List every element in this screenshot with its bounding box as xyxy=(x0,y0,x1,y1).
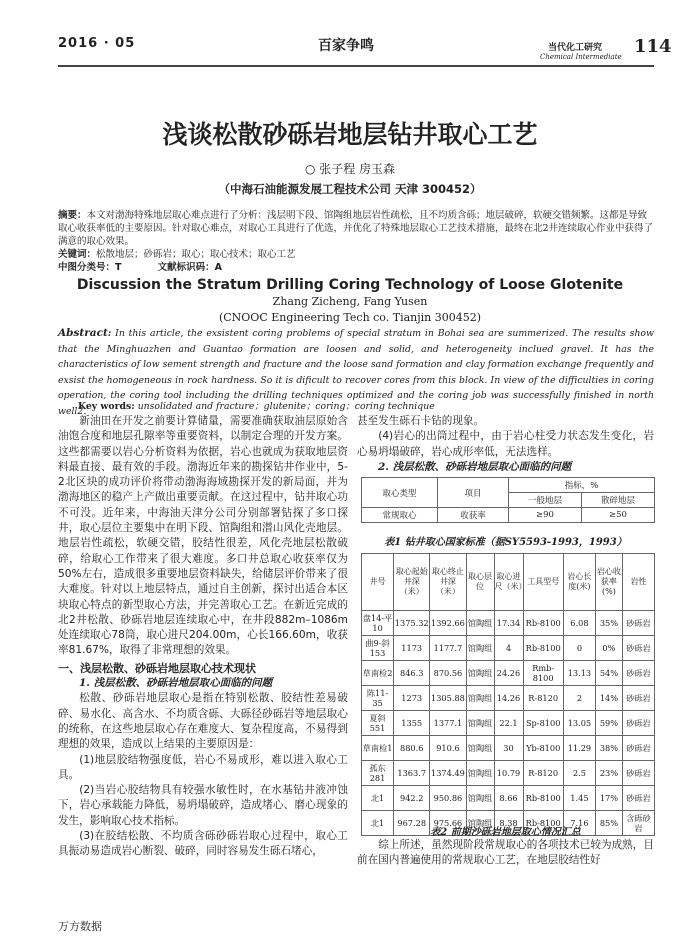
table-header: 取心层位 xyxy=(466,554,494,611)
table-cell: 0% xyxy=(595,636,622,661)
table-cell: 草南检2 xyxy=(362,661,394,686)
table-cell: 846.3 xyxy=(394,661,430,686)
table-cell: 11.29 xyxy=(563,736,595,761)
table-cell: 盘14-平10 xyxy=(362,611,394,636)
table-cell: 967.28 xyxy=(394,811,430,836)
table-cell: 7.16 xyxy=(563,811,595,836)
abstract-text: 本文对渤海特殊地层取心难点进行了分析：浅层明下段、馆陶组地层岩性疏松，且不均质含砾；地层破碎，软硬交错频繁。这都是导致取心收获率低的主要原因。针对取心难点，对取心工具进行了优选，并优化了特殊地层取心工艺技术措施，最终在北2井连续取心作业中获得了满意的取心效果。 xyxy=(58,210,654,247)
right-column-bottom xyxy=(357,838,654,869)
journal-name-en: Chemical Intermediate xyxy=(540,53,622,61)
table-cell: 30 xyxy=(494,736,523,761)
table-cell: 880.6 xyxy=(394,736,430,761)
table-cell: 8.66 xyxy=(494,786,523,811)
table-row xyxy=(362,611,655,636)
english-affiliation: (CNOOC Engineering Tech co. Tianjin 300452) xyxy=(218,311,482,324)
table-cell: 38% xyxy=(595,736,622,761)
table-cell: 砂砾岩 xyxy=(622,736,654,761)
table-cell: 砂砾岩 xyxy=(622,686,654,711)
table-header: 取心终止井深（米） xyxy=(430,554,466,611)
paragraph: (1)地层胶结物强度低，岩心不易成形，难以进入取心工具。 xyxy=(58,753,348,781)
table-cell: 35% xyxy=(595,611,622,636)
header-divider xyxy=(58,65,654,67)
table-cell: 砂砾岩 xyxy=(622,661,654,686)
table-cell: 13.13 xyxy=(563,661,595,686)
paragraph: 甚至发生砾石卡钻的现象。 xyxy=(357,415,485,427)
table-cell: Yb-8100 xyxy=(523,736,563,761)
table-cell: 陈11-35 xyxy=(362,686,394,711)
table-cell: 22.1 xyxy=(494,711,523,736)
english-title: Discussion the Stratum Drilling Coring Technology of Loose Glotenite xyxy=(76,277,624,293)
table-header: 一般地层 xyxy=(509,493,582,508)
table-cell: 1363.7 xyxy=(394,761,430,786)
english-abstract: Abstract: In this article, the exsistent coring problems of special stratum in Bohai sea are summerized. The results show that the Minghuazhen and Guantao formation are loosen and solid, and heterogeneity inclued gravel. It has the characteristics of low sement strength and fracture and the loose sand formation and clay formation exchange frequently and exsist the homogeneous in rock hardness. So it is dificult to recover cores from this block. In view of the difficulties in coring operation, the coring tool including the drilling techniques optimized and the coring job was successfully finished in north well2. xyxy=(58,327,654,417)
table-cell: 24.26 xyxy=(494,661,523,686)
subsection-heading: 1. 浅层松散、砂砾岩地层取心面临的问题 xyxy=(79,677,273,690)
table-cell: 910.6 xyxy=(430,736,466,761)
table-cell: 1.45 xyxy=(563,786,595,811)
table-cell: 17.34 xyxy=(494,611,523,636)
table-cell: 1374.49 xyxy=(430,761,466,786)
table-cell: 10.79 xyxy=(494,761,523,786)
table-cell: 2 xyxy=(563,686,595,711)
english-keywords-text: unsolidated and fracture；glutenite；coring；coring technique xyxy=(137,401,435,412)
table-cell: 1375.32 xyxy=(394,611,430,636)
table-cell: R-8120 xyxy=(523,686,563,711)
table-header: 项目 xyxy=(438,478,509,508)
table-header: 散碎地层 xyxy=(582,493,655,508)
table-header: 工具型号 xyxy=(523,554,563,611)
table-cell: 砂砾岩 xyxy=(622,611,654,636)
paragraph: 综上所述，虽然现阶段常规取心的各项技术已较为成熟，目前在国内普遍使用的常规取心工艺，在地层胶结性好 xyxy=(357,839,654,867)
paragraph: 松散、砂砾岩地层取心是指在特别松散、胶结性差易破碎、易水化、高含水、不均质含砾、大砾径砂砾岩等地层取心的统称，在这些地层取心存在难度大、复杂程度高，不易得到理想的效果，造成以上结果的主要原因是： xyxy=(58,692,348,751)
english-keywords-label: Key words xyxy=(78,401,132,412)
table-cell: 942.2 xyxy=(394,786,430,811)
table-cell: Rb-8100 xyxy=(523,611,563,636)
table-cell: ≥50 xyxy=(582,508,655,523)
table-cell: 曲9-斜153 xyxy=(362,636,394,661)
abstract-label: 摘要： xyxy=(58,210,87,221)
table-cell: 54% xyxy=(595,661,622,686)
table-header: 井号 xyxy=(362,554,394,611)
standard-table xyxy=(361,477,655,523)
table-row xyxy=(362,736,655,761)
english-abstract-label: Abstract xyxy=(58,327,108,339)
page-title: 浅谈松散砂砾岩地层钻井取心工艺 xyxy=(162,120,538,149)
table1-caption: 表1 钻井取心国家标准（据SY5593-1993，1993） xyxy=(384,537,627,548)
section-heading: 一、浅层松散、砂砾岩地层取心技术现状 xyxy=(58,661,256,675)
table2-caption: 表2 前期沙砾岩地层取心情况汇总 xyxy=(430,827,581,838)
table-cell: Sp-8100 xyxy=(523,711,563,736)
table-cell: 馆陶组 xyxy=(466,786,494,811)
right-column-top xyxy=(357,414,654,475)
affiliation: （中海石油能源发展工程技术公司 天津 300452） xyxy=(218,182,482,196)
class-label: 中图分类号： xyxy=(58,262,116,273)
section-label: 百家争鸣 xyxy=(318,38,374,54)
table-cell: 1305.88 xyxy=(430,686,466,711)
table-header: 指标，% xyxy=(509,478,655,493)
table-cell: 870.56 xyxy=(430,661,466,686)
table-cell: 1177.7 xyxy=(430,636,466,661)
issue-label: 2016 · 05 xyxy=(58,36,136,51)
doc-code-label: 文献标识码： xyxy=(157,262,215,273)
table-row xyxy=(362,508,655,523)
journal-name-cn: 当代化工研究 xyxy=(548,43,603,53)
table-cell: 砂砾岩 xyxy=(622,786,654,811)
table-cell: 1273 xyxy=(394,686,430,711)
table-row xyxy=(362,661,655,686)
table-row xyxy=(362,786,655,811)
keywords-label: 关键词： xyxy=(58,249,97,260)
table-row xyxy=(362,711,655,736)
table-row xyxy=(362,636,655,661)
table-row xyxy=(362,761,655,786)
table-cell: Rb-8100 xyxy=(523,636,563,661)
table-header: 岩心长度(米) xyxy=(563,554,595,611)
table-cell: 59% xyxy=(595,711,622,736)
table-cell: 23% xyxy=(595,761,622,786)
table-cell: 1173 xyxy=(394,636,430,661)
table-cell: 1355 xyxy=(394,711,430,736)
table-cell: 14% xyxy=(595,686,622,711)
table-cell: 馆陶组 xyxy=(466,711,494,736)
table-cell: 馆陶组 xyxy=(466,736,494,761)
table-cell: 8.38 xyxy=(494,811,523,836)
paragraph: (2)当岩心胶结物具有较强水敏性时，在水基钻井液冲蚀下，岩心承载能力降低，易坍塌破碎，造成堵心、磨心现象的发生，影响取心技术指标。 xyxy=(58,784,348,827)
table-cell: 1377.1 xyxy=(430,711,466,736)
table-header: 岩性 xyxy=(622,554,654,611)
table-header: 取心进尺（米） xyxy=(494,554,523,611)
table-header: 取心起始井深（米） xyxy=(394,554,430,611)
table-cell: 975.66 xyxy=(430,811,466,836)
table-header: 取心类型 xyxy=(362,478,438,508)
left-column xyxy=(58,414,348,860)
table-cell: 17% xyxy=(595,786,622,811)
table-cell: 6.08 xyxy=(563,611,595,636)
table-cell: Rb-8100 xyxy=(523,786,563,811)
table-cell: 馆陶组 xyxy=(466,661,494,686)
table-row xyxy=(362,686,655,711)
paragraph: 新油田在开发之前要计算储量，需要准确获取油层原始含油饱合度和地层孔隙率等重要资料，以制定合理的开发方案。这些都需要以岩心分析资料为依据，岩心也就成为获取地层资料最直接、最有效的手段。渤海近年来的勘探钻井作业中，5-2北区块的成功评价将带动渤海海域勘探开发的新局面，并为渤海地区的稳产上产做出重要贡献。在这过程中，钻井取心功不可没。近年来，中海油天津分公司分别部署钻探了多口探井，取心层位主要集中在明下段、馆陶组和潜山风化壳地层。地层岩性疏松，软硬交错，胶结性很差，风化壳地层松散破碎，给取心工作带来了很大难度。多口井总取心收获率仅为50%左右，造成很多重要地层资料缺失，给储层评价带来了很大难度。针对以上地层特点，通过自主创新，探讨出适合本区块取心特点的新型取心方法，并完善取心工艺。在新近完成的北2井松散、砂砾岩地层连续取心中，在井段882m–1086m处连续取心78筒，取心进尺204.00m，心长166.60m，收获率81.67%，取得了非常理想的效果。 xyxy=(58,415,348,657)
table-cell: Rmb-8100 xyxy=(523,661,563,686)
table-cell: 草南检1 xyxy=(362,736,394,761)
table-cell: ≥90 xyxy=(509,508,582,523)
table-cell: Rb-8100 xyxy=(523,811,563,836)
table-cell: 馆陶组 xyxy=(466,611,494,636)
subsection-heading: 2. 浅层松散、砂砾岩地层取心面临的问题 xyxy=(378,460,572,473)
table-cell: 950.86 xyxy=(430,786,466,811)
abstract-cn xyxy=(58,209,654,274)
table-cell: 常规取心 xyxy=(362,508,438,523)
table-header: 岩心收获率(%) xyxy=(595,554,622,611)
table-cell: 13.05 xyxy=(563,711,595,736)
english-abstract-text: In this article, the exsistent coring problems of special stratum in Bohai sea are summerized. The results show that the Minghuazhen and Guantao formation are loosen and solid, and heterogeneity inclued gravel. It has the characteristics of low sement strength and fracture and the loose sand formation and clay formation exchange frequently and exsist the homogeneous in rock hardness. So it is dificult to recover cores from this block. In view of the difficulties in coring operation, the coring tool including the drilling techniques optimized and the coring job was successfully finished in north well2. xyxy=(58,328,654,417)
table-cell: 0 xyxy=(563,636,595,661)
table-cell: 馆陶组 xyxy=(466,686,494,711)
table-cell: 砂砾岩 xyxy=(622,711,654,736)
paragraph: (3)在胶结松散、不均质含砾砂砾岩取心过程中，取心工具振动易造成岩心断裂、破碎，同时容易发生砾石堵心， xyxy=(58,830,348,858)
table-cell: 2.5 xyxy=(563,761,595,786)
table-cell: 含砾砂岩 xyxy=(622,811,654,836)
table-cell: R-8120 xyxy=(523,761,563,786)
table-cell: 馆陶组 xyxy=(466,636,494,661)
coring-summary-table xyxy=(361,553,655,836)
table-cell: 夏斜551 xyxy=(362,711,394,736)
doc-code-value: A xyxy=(214,262,222,273)
english-authors: Zhang Zicheng, Fang Yusen xyxy=(272,295,428,308)
table-cell: 1392.66 xyxy=(430,611,466,636)
table-cell: 85% xyxy=(595,811,622,836)
english-keywords: Key words: unsolidated and fracture；glutenite；coring；coring technique xyxy=(78,401,435,412)
table-cell: 北1 xyxy=(362,811,394,836)
table-cell: 馆陶组 xyxy=(466,811,494,836)
table-cell: 收获率 xyxy=(438,508,509,523)
table-cell: 孤东281 xyxy=(362,761,394,786)
table-cell: 砂砾岩 xyxy=(622,761,654,786)
table-cell: 北1 xyxy=(362,786,394,811)
footer-watermark: 万方数据 xyxy=(58,920,102,933)
table-cell: 馆陶组 xyxy=(466,761,494,786)
authors: ○ 张子程 房玉森 xyxy=(304,162,396,176)
table-cell: 砂砾岩 xyxy=(622,636,654,661)
page-number: 114 xyxy=(634,36,672,57)
keywords-text: 松散地层；砂砾岩；取心；取心技术；取心工艺 xyxy=(96,249,296,260)
class-value: T xyxy=(115,262,122,273)
paragraph: (4)岩心的出筒过程中，由于岩心柱受力状态发生变化，岩心易坍塌破碎，岩心成形率低，无法选样。 xyxy=(357,430,654,458)
table-cell: 14.26 xyxy=(494,686,523,711)
table-cell: 4 xyxy=(494,636,523,661)
